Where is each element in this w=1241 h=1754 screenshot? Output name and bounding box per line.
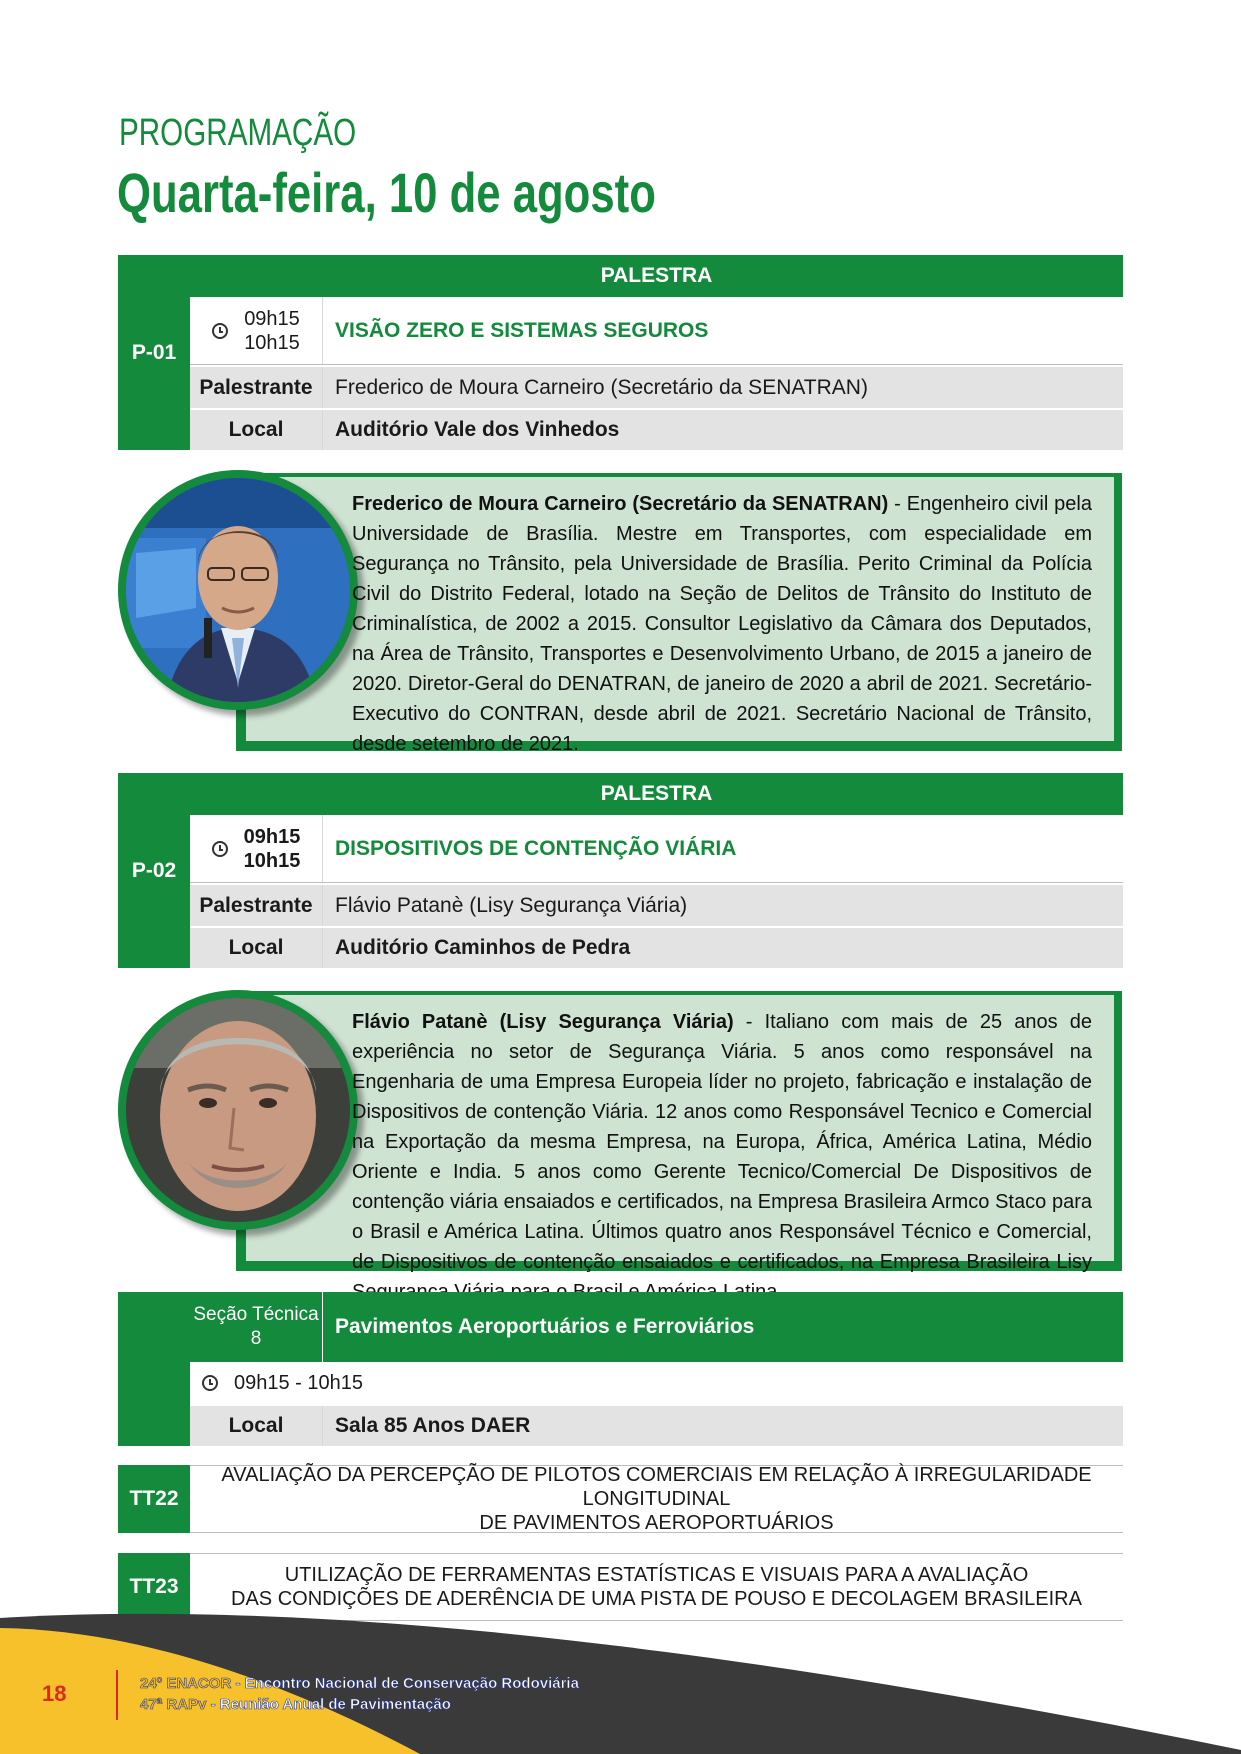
technical-local-row — [190, 1404, 1123, 1446]
local-label: Local — [228, 418, 284, 441]
portrait-illustration — [126, 478, 350, 702]
bio-description: - Italiano com mais de 25 anos de experiência no setor de Segurança Viária. 5 anos como responsável na Engenharia de uma Empresa Europeia líder no projeto, fabricação e instalação de Dispositivos de contenção Viária. 12 anos como Responsável Tecnico e Comercial na Exportação da mesma Empresa, na Europa, África, América Latina, Médio Oriente e India. 5 anos como Gerente Tecnico/Comercial De Dispositivos de contenção viária ensaiados e certificados, na Empresa Brasileira Armco Staco para o Brasil e América Latina. Últimos quatro anos Responsável Técnico e Comercial, de Dispositivos de contenção ensaiados e certificados, na Empresa Brasileira Lisy — [352, 1011, 1092, 1273]
local-value: Auditório Vale dos Vinhedos — [322, 410, 1123, 450]
clock-icon — [202, 1375, 218, 1391]
paper-tt22 — [118, 1465, 1123, 1533]
session-time-row — [190, 815, 1123, 883]
footer-event-2-desc: - Reunião Anual de Pavimentação — [206, 1696, 451, 1713]
paper-code: TT22 — [118, 1465, 190, 1533]
speaker-photo-image — [126, 998, 350, 1222]
session-times — [244, 307, 300, 355]
bio-name: Frederico de Moura Carneiro (Secretário da SENATRAN) — [352, 493, 889, 515]
session-code-text: P-01 — [131, 340, 177, 364]
local-value: Auditório Caminhos de Pedra — [322, 928, 1123, 968]
session-type: PALESTRA — [600, 264, 713, 287]
bio-text-p01 — [352, 489, 1092, 759]
speaker-photo-image — [126, 478, 350, 702]
time-end: 10h15 — [244, 331, 300, 354]
bio-description: - Engenheiro civil pela Universidade de Brasília. Mestre em Transportes, com especialidade em Segurança no Trânsito, pela Universidade de Brasília. Perito Criminal da Polícia Civil do Distrito Federal, lotado na Seção de Delitos de Trânsito do Instituto de Criminalística, de 2002 a 2015. Consultor Legislativo da Câmara dos Deputados, na Área de Trânsito, Transportes e Desenvolvimento Urbano, de 2015 a janeiro de 2020. Diretor-Geral do DENATRAN, de janeiro de 2020 a abril de 2021. Secretário-Executivo do CONTRAN, desde abril de 2021. Secretário Nacional de Trânsito, desde setembro de 2021. — [352, 493, 1092, 755]
section-label: PROGRAMAÇÃO — [119, 112, 357, 154]
technical-label-line2: 8 — [250, 1328, 262, 1349]
session-code — [118, 255, 190, 450]
bio-name: Flávio Patanè (Lisy Segurança Viária) — [352, 1011, 734, 1033]
time-cell — [190, 297, 322, 364]
paper-title-line2: DE PAVIMENTOS AEROPORTUÁRIOS — [479, 1512, 834, 1534]
footer-divider — [116, 1670, 118, 1720]
paper-title-line1: AVALIAÇÃO DA PERCEPÇÃO DE PILOTOS COMERCIAIS EM RELAÇÃO À IRREGULARIDADE LONGITUDINAL — [221, 1464, 1092, 1510]
local-row — [190, 926, 1123, 968]
technical-side-bar — [118, 1292, 190, 1446]
time-start: 09h15 — [244, 307, 300, 330]
page-title: Quarta-feira, 10 de agosto — [117, 161, 656, 224]
paper-title-line1: UTILIZAÇÃO DE FERRAMENTAS ESTATÍSTICAS E VISUAIS PARA A AVALIAÇÃO — [284, 1564, 1029, 1586]
footer-event-2-name: 47ª RAPv — [140, 1696, 207, 1713]
technical-session — [118, 1292, 1123, 1446]
time-cell — [190, 815, 322, 882]
time-cell — [190, 1362, 363, 1404]
technical-time: 09h15 - 10h15 — [234, 1371, 364, 1394]
bio-text-p02 — [352, 1007, 1092, 1307]
speaker-name: Flávio Patanè (Lisy Segurança Viária) — [322, 885, 1123, 926]
speaker-photo-p01 — [118, 470, 358, 710]
paper-title-line2: DAS CONDIÇÕES DE ADERÊNCIA DE UMA PISTA DE POUSO E DECOLAGEM BRASILEIRA — [231, 1588, 1082, 1610]
page-number: 18 — [42, 1681, 67, 1706]
session-time-row — [190, 297, 1123, 365]
technical-title: Pavimentos Aeroportuários e Ferroviários — [322, 1292, 1123, 1362]
session-p01 — [118, 255, 1123, 450]
speaker-name: Frederico de Moura Carneiro (Secretário da SENATRAN) — [322, 367, 1123, 408]
footer-event-1-desc: - Encontro Nacional de Conservação Rodoviária — [231, 1675, 579, 1692]
speaker-label: Palestrante — [199, 375, 313, 399]
local-label: Local — [228, 1414, 284, 1437]
talk-title: VISÃO ZERO E SISTEMAS SEGUROS — [335, 318, 709, 342]
speaker-photo-p02 — [118, 990, 358, 1230]
local-label: Local — [228, 936, 284, 959]
session-p02 — [118, 773, 1123, 968]
technical-title-row — [190, 1292, 1123, 1362]
footer-event-line2 — [140, 1696, 451, 1713]
local-row — [190, 408, 1123, 450]
portrait-illustration — [126, 998, 350, 1222]
paper-title — [190, 1465, 1123, 1533]
technical-label — [190, 1292, 322, 1362]
session-type-bar — [190, 255, 1123, 297]
technical-time-row — [190, 1362, 1123, 1404]
local-value: Sala 85 Anos DAER — [322, 1406, 1123, 1446]
session-type-bar — [190, 773, 1123, 815]
session-type: PALESTRA — [600, 782, 713, 805]
time-start: 09h15 — [243, 825, 301, 848]
session-code-text: P-02 — [131, 858, 177, 882]
technical-label-line1: Seção Técnica — [193, 1304, 319, 1325]
clock-icon — [212, 841, 228, 857]
talk-title-cell — [322, 297, 1123, 364]
clock-icon — [212, 323, 228, 339]
speaker-row — [190, 365, 1123, 408]
footer-event-line1 — [140, 1675, 579, 1692]
talk-title-cell — [322, 815, 1123, 882]
speaker-label: Palestrante — [199, 893, 313, 917]
speaker-row — [190, 883, 1123, 926]
paper-code: TT23 — [118, 1553, 190, 1621]
session-code — [118, 773, 190, 968]
talk-title: DISPOSITIVOS DE CONTENÇÃO VIÁRIA — [335, 836, 737, 860]
time-end: 10h15 — [243, 849, 301, 872]
footer-event-1-name: 24º ENACOR — [140, 1675, 232, 1692]
session-times — [244, 825, 301, 873]
